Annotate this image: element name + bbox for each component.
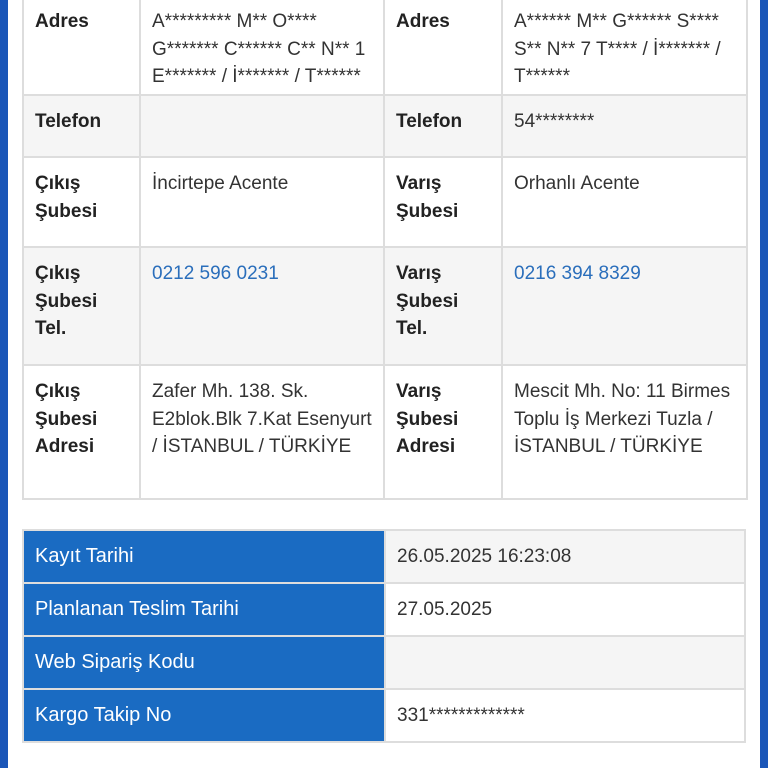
tracking-no-value: 331************* <box>385 689 745 742</box>
departure-address-value: Zafer Mh. 138. Sk. E2blok.Blk 7.Kat Esenyurt / İSTANBUL / TÜRKİYE <box>140 365 384 499</box>
planned-delivery-row <box>23 583 745 636</box>
tracking-no-label: Kargo Takip No <box>23 689 385 742</box>
registration-date-value: 26.05.2025 16:23:08 <box>385 530 745 583</box>
arrival-branch-label: Varış Şubesi <box>384 157 502 247</box>
tracking-no-row <box>23 689 745 742</box>
planned-delivery-value: 27.05.2025 <box>385 583 745 636</box>
receiver-address-label: Adres <box>384 0 502 95</box>
registration-date-label: Kayıt Tarihi <box>23 530 385 583</box>
phone-row <box>23 95 747 157</box>
web-order-code-row <box>23 636 745 689</box>
receiver-address-value: A****** M** G****** S**** S** N** 7 T**** / İ******* / T****** <box>502 0 747 95</box>
departure-address-label: Çıkış Şubesi Adresi <box>23 365 140 499</box>
departure-tel-label: Çıkış Şubesi Tel. <box>23 247 140 365</box>
arrival-address-label: Varış Şubesi Adresi <box>384 365 502 499</box>
web-order-code-value <box>385 636 745 689</box>
receiver-phone-value: 54******** <box>502 95 747 157</box>
shipment-dates-table <box>22 529 746 743</box>
arrival-tel-link[interactable]: 0216 394 8329 <box>514 263 641 284</box>
planned-delivery-label: Planlanan Teslim Tarihi <box>23 583 385 636</box>
registration-date-row <box>23 530 745 583</box>
departure-branch-value: İncirtepe Acente <box>140 157 384 247</box>
sender-address-value: A********* M** O**** G******* C****** C** N** 1 E******* / İ******* / T****** <box>140 0 384 95</box>
web-order-code-label: Web Sipariş Kodu <box>23 636 385 689</box>
branch-tel-row <box>23 247 747 365</box>
sender-phone-label: Telefon <box>23 95 140 157</box>
receiver-phone-label: Telefon <box>384 95 502 157</box>
departure-tel-link[interactable]: 0212 596 0231 <box>152 263 279 284</box>
branch-row <box>23 157 747 247</box>
shipment-party-table <box>22 0 748 500</box>
sender-address-label: Adres <box>23 0 140 95</box>
arrival-address-value: Mescit Mh. No: 11 Birmes Toplu İş Merkezi Tuzla / İSTANBUL / TÜRKİYE <box>502 365 747 499</box>
departure-branch-label: Çıkış Şubesi <box>23 157 140 247</box>
arrival-branch-value: Orhanlı Acente <box>502 157 747 247</box>
sender-phone-value <box>140 95 384 157</box>
branch-address-row <box>23 365 747 499</box>
address-row <box>23 0 747 95</box>
arrival-tel-label: Varış Şubesi Tel. <box>384 247 502 365</box>
page-content <box>8 0 760 768</box>
